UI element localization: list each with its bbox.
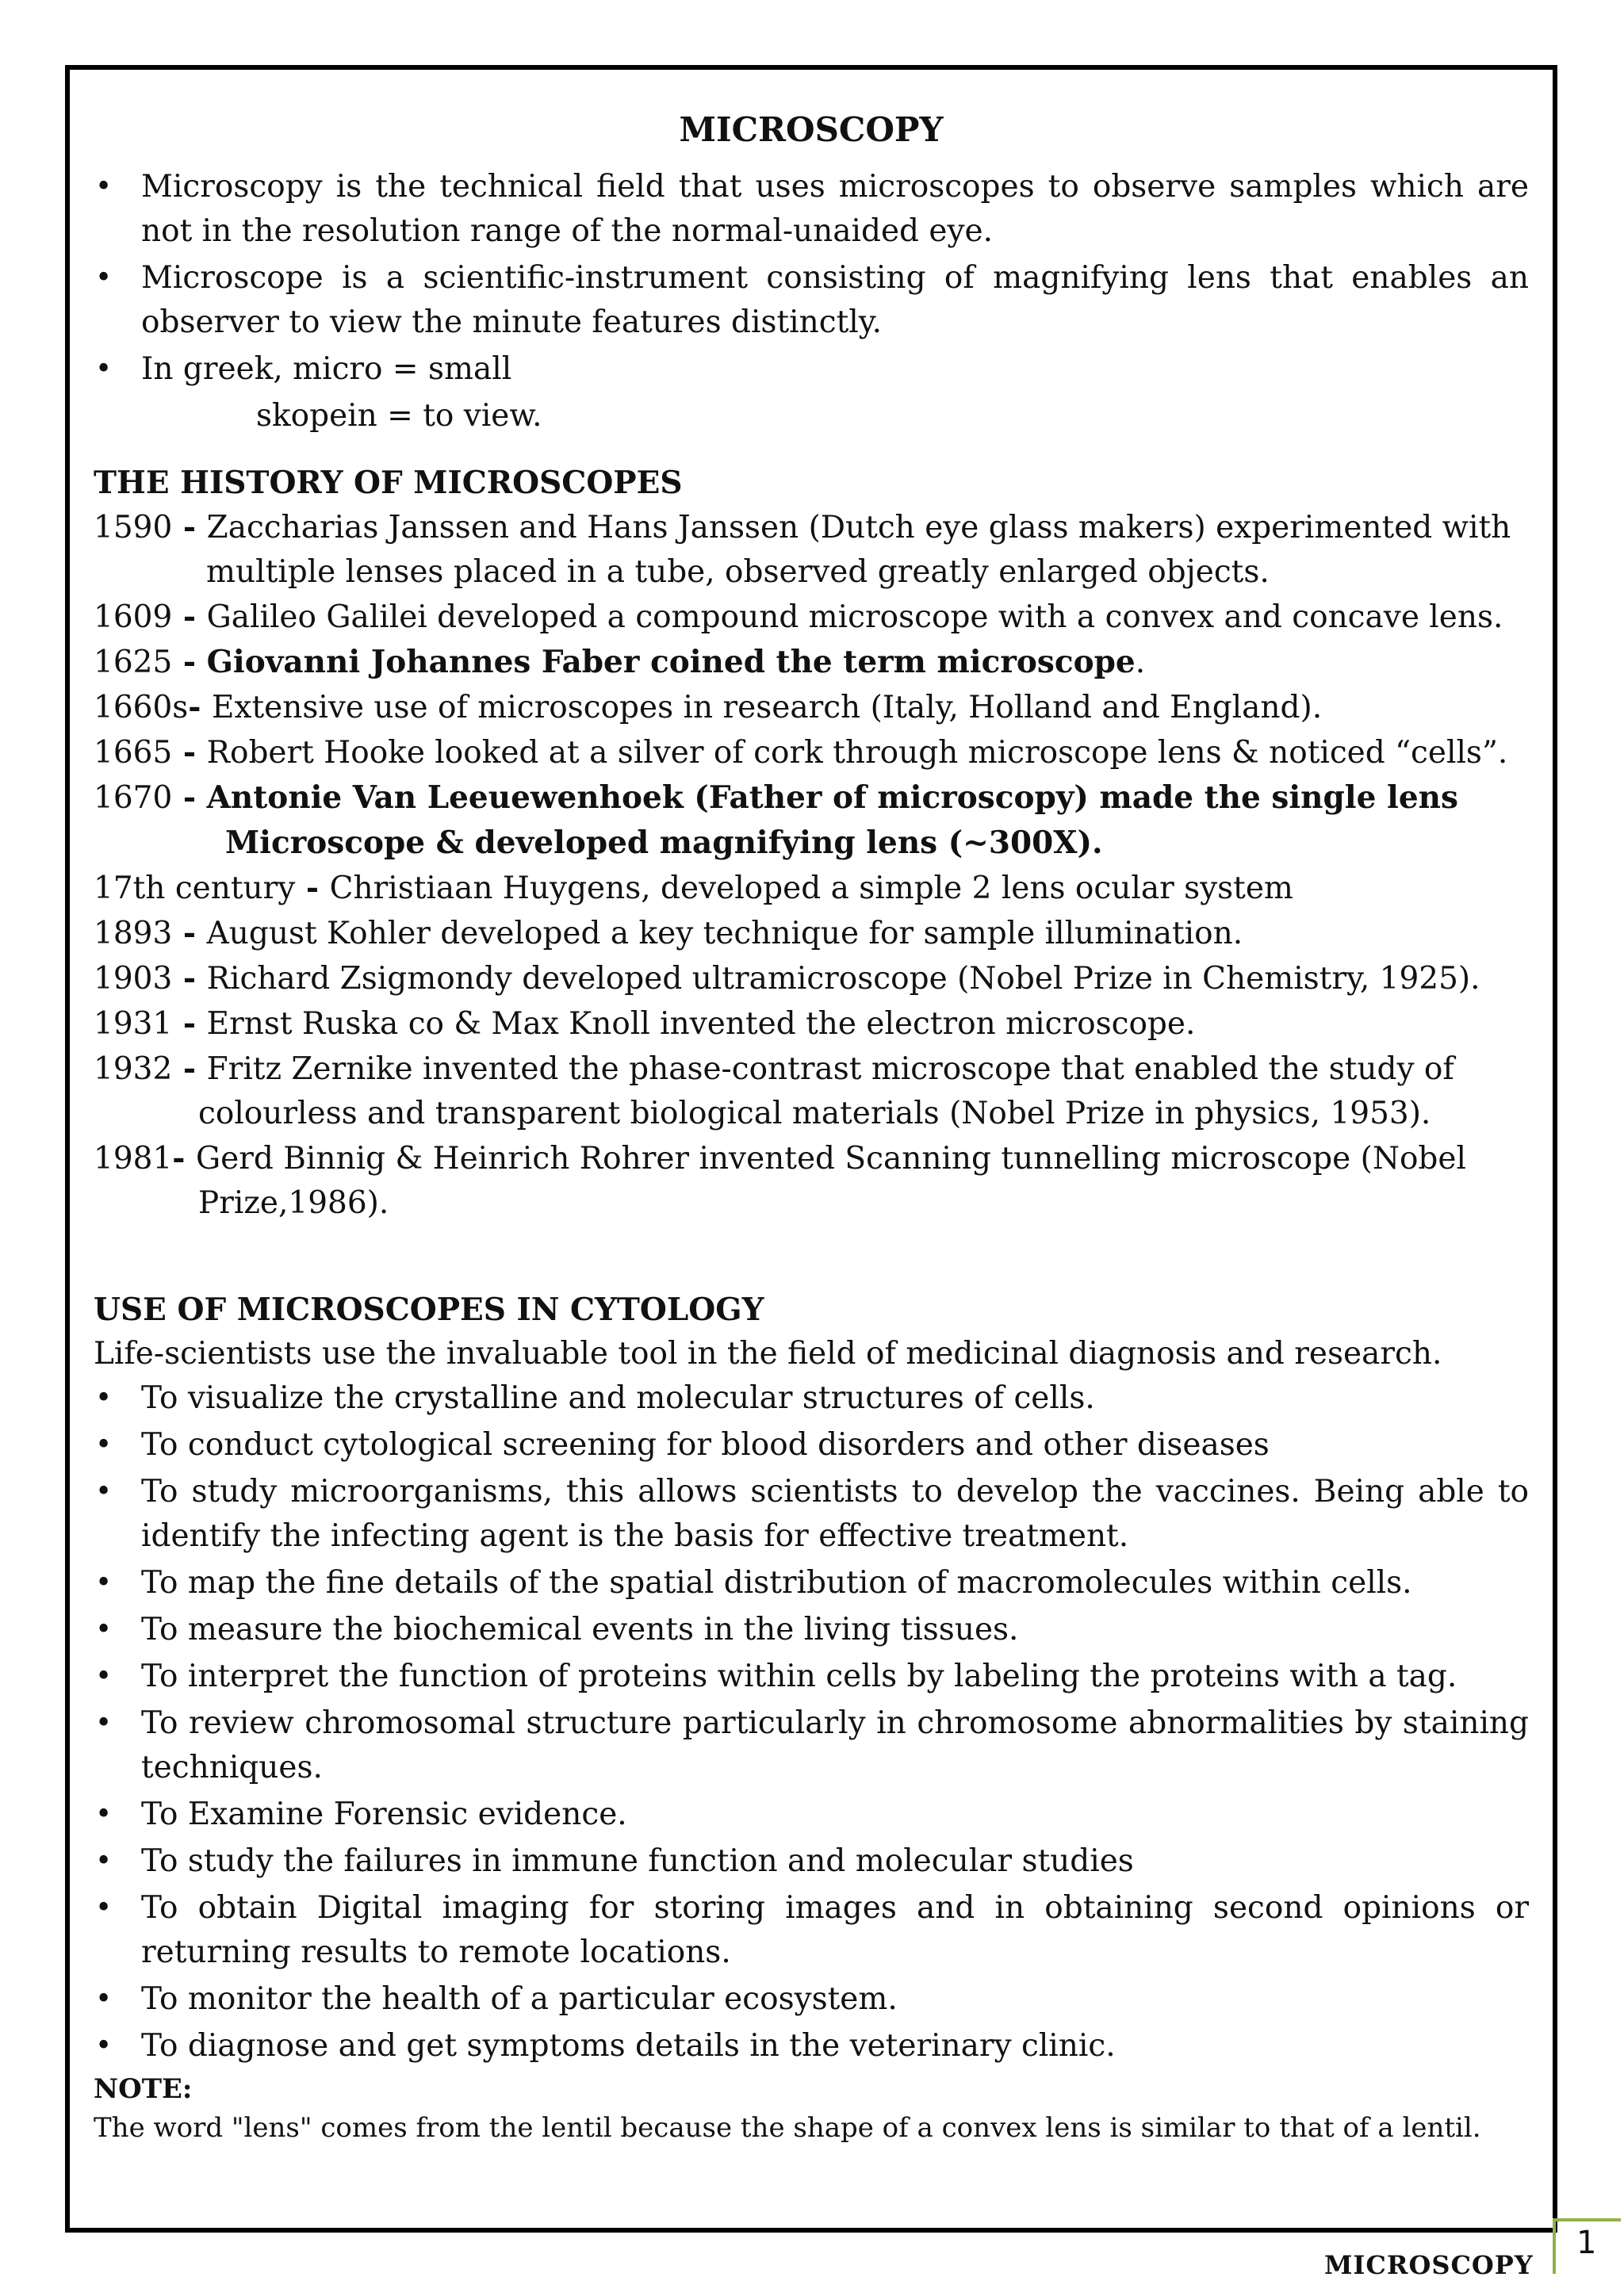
page-frame <box>65 65 1557 2233</box>
intro-bullet: • Microscopy is the technical field that uses microscopes to observe samples which are not in the resolution range of the normal-unaided eye. <box>94 165 1529 254</box>
history-text: Extensive use of microscopes in research (Italy, Holland and England). <box>212 690 1323 725</box>
footer-title: MICROSCOPY <box>1324 2250 1534 2280</box>
history-text: Richard Zsigmondy developed ultramicroscope (Nobel Prize in Chemistry, 1925). <box>206 961 1480 997</box>
history-year: 17th century <box>94 871 296 906</box>
uses-bullet: • To visualize the crystalline and molecular structures of cells. <box>94 1376 1529 1421</box>
uses-bullet: • To obtain Digital imaging for storing images and in obtaining second opinions or returning results to remote locations. <box>94 1886 1529 1975</box>
history-year: 1609 <box>94 599 173 635</box>
history-year: 1665 <box>94 735 173 771</box>
history-year: 1670 <box>94 780 173 816</box>
history-text: Galileo Galilei developed a compound microscope with a convex and concave lens. <box>206 599 1503 635</box>
history-list <box>94 505 1529 1226</box>
history-year: 1903 <box>94 961 173 997</box>
history-entry: 1903 - Richard Zsigmondy developed ultramicroscope (Nobel Prize in Chemistry, 1925). <box>94 960 1480 997</box>
page-title: MICROSCOPY <box>679 110 944 149</box>
history-text: August Kohler developed a key technique for sample illumination. <box>206 916 1243 951</box>
history-entry: 1625 - Giovanni Johannes Faber coined the term microscope. <box>94 644 1146 680</box>
history-entry: 1981- Gerd Binnig & Heinrich Rohrer invented Scanning tunnelling microscope (Nobel Prize,1986). <box>94 1140 1466 1221</box>
uses-bullet: • To interpret the function of proteins within cells by labeling the proteins with a tag. <box>94 1655 1529 1699</box>
page-number: 1 <box>1576 2225 1597 2261</box>
history-entry: 17th century - Christiaan Huygens, developed a simple 2 lens ocular system <box>94 870 1293 906</box>
page-content <box>94 101 1529 2149</box>
history-entry: 1931 - Ernst Ruska co & Max Knoll invented the electron microscope. <box>94 1005 1196 1042</box>
history-text: Antonie Van Leeuewenhoek (Father of microscopy) made the single lens Microscope & developed magnifying lens (~300X). <box>206 779 1458 861</box>
history-text: Christiaan Huygens, developed a simple 2 lens ocular system <box>329 871 1293 906</box>
uses-bullet: • To review chromosomal structure particularly in chromosome abnormalities by staining techniques. <box>94 1701 1529 1790</box>
intro-bullet: • Microscope is a scientific-instrument consisting of magnifying lens that enables an observer to view the minute features distinctly. <box>94 256 1529 345</box>
uses-bullet: • To study microorganisms, this allows scientists to develop the vaccines. Being able to identify the infecting agent is the basis for effective treatment. <box>94 1470 1529 1559</box>
history-text: Giovanni Johannes Faber coined the term microscope <box>206 644 1136 680</box>
history-year: 1590 <box>94 510 173 545</box>
history-year: 1931 <box>94 1006 173 1042</box>
history-heading: THE HISTORY OF MICROSCOPES <box>94 465 683 501</box>
intro-bullet: • In greek, micro = small <box>94 347 1529 392</box>
history-year: 1932 <box>94 1051 173 1087</box>
history-text: Fritz Zernike invented the phase-contrast microscope that enabled the study of colourless and transparent biological materials (Nobel Prize in physics, 1953). <box>198 1051 1454 1131</box>
uses-bullet: • To conduct cytological screening for blood disorders and other diseases <box>94 1423 1529 1468</box>
intro-bullet-list <box>94 165 1529 392</box>
history-year: 1893 <box>94 916 173 951</box>
history-entry: 1665 - Robert Hooke looked at a silver of cork through microscope lens & noticed “cells”. <box>94 734 1508 771</box>
uses-bullet: • To diagnose and get symptoms details in the veterinary clinic. <box>94 2024 1529 2068</box>
uses-intro: Life-scientists use the invaluable tool in the field of medicinal diagnosis and research. <box>94 1336 1442 1372</box>
history-entry: 1590 - Zaccharias Janssen and Hans Janssen (Dutch eye glass makers) experimented with multiple lenses placed in a tube, observed greatly enlarged objects. <box>94 509 1511 590</box>
uses-bullet: • To study the failures in immune function and molecular studies <box>94 1839 1529 1884</box>
uses-bullet: • To map the fine details of the spatial distribution of macromolecules within cells. <box>94 1561 1529 1605</box>
history-entry: 1670 - Antonie Van Leeuewenhoek (Father of microscopy) made the single lens Microscope & developed magnifying lens (~300X). <box>94 779 1458 861</box>
uses-heading: USE OF MICROSCOPES IN CYTOLOGY <box>94 1292 764 1328</box>
greek-second-line: skopein = to view. <box>256 398 542 434</box>
history-entry: 1609 - Galileo Galilei developed a compound microscope with a convex and concave lens. <box>94 599 1503 635</box>
uses-bullet-list <box>94 1376 1529 2068</box>
history-text: Robert Hooke looked at a silver of cork through microscope lens & noticed “cells”. <box>206 735 1508 771</box>
note-text: The word "lens" comes from the lentil because the shape of a convex lens is similar to that of a lentil. <box>94 2112 1481 2144</box>
history-year: 1625 <box>94 645 173 680</box>
history-text: Gerd Binnig & Heinrich Rohrer invented Scanning tunnelling microscope (Nobel Prize,1986). <box>196 1141 1466 1221</box>
history-entry: 1660s- Extensive use of microscopes in research (Italy, Holland and England). <box>94 689 1323 725</box>
uses-bullet: • To monitor the health of a particular ecosystem. <box>94 1977 1529 2022</box>
history-text: Zaccharias Janssen and Hans Janssen (Dutch eye glass makers) experimented with multiple lenses placed in a tube, observed greatly enlarged objects. <box>206 510 1511 590</box>
uses-bullet: • To measure the biochemical events in the living tissues. <box>94 1608 1529 1652</box>
history-entry: 1893 - August Kohler developed a key technique for sample illumination. <box>94 915 1243 951</box>
history-text: Ernst Ruska co & Max Knoll invented the electron microscope. <box>206 1006 1196 1042</box>
uses-bullet: • To Examine Forensic evidence. <box>94 1793 1529 1837</box>
note-heading: NOTE: <box>94 2073 193 2105</box>
history-entry: 1932 - Fritz Zernike invented the phase-contrast microscope that enabled the study of colourless and transparent biological materials (Nobel Prize in physics, 1953). <box>94 1050 1454 1131</box>
history-year: 1981 <box>94 1141 173 1177</box>
history-year: 1660s <box>94 690 189 725</box>
